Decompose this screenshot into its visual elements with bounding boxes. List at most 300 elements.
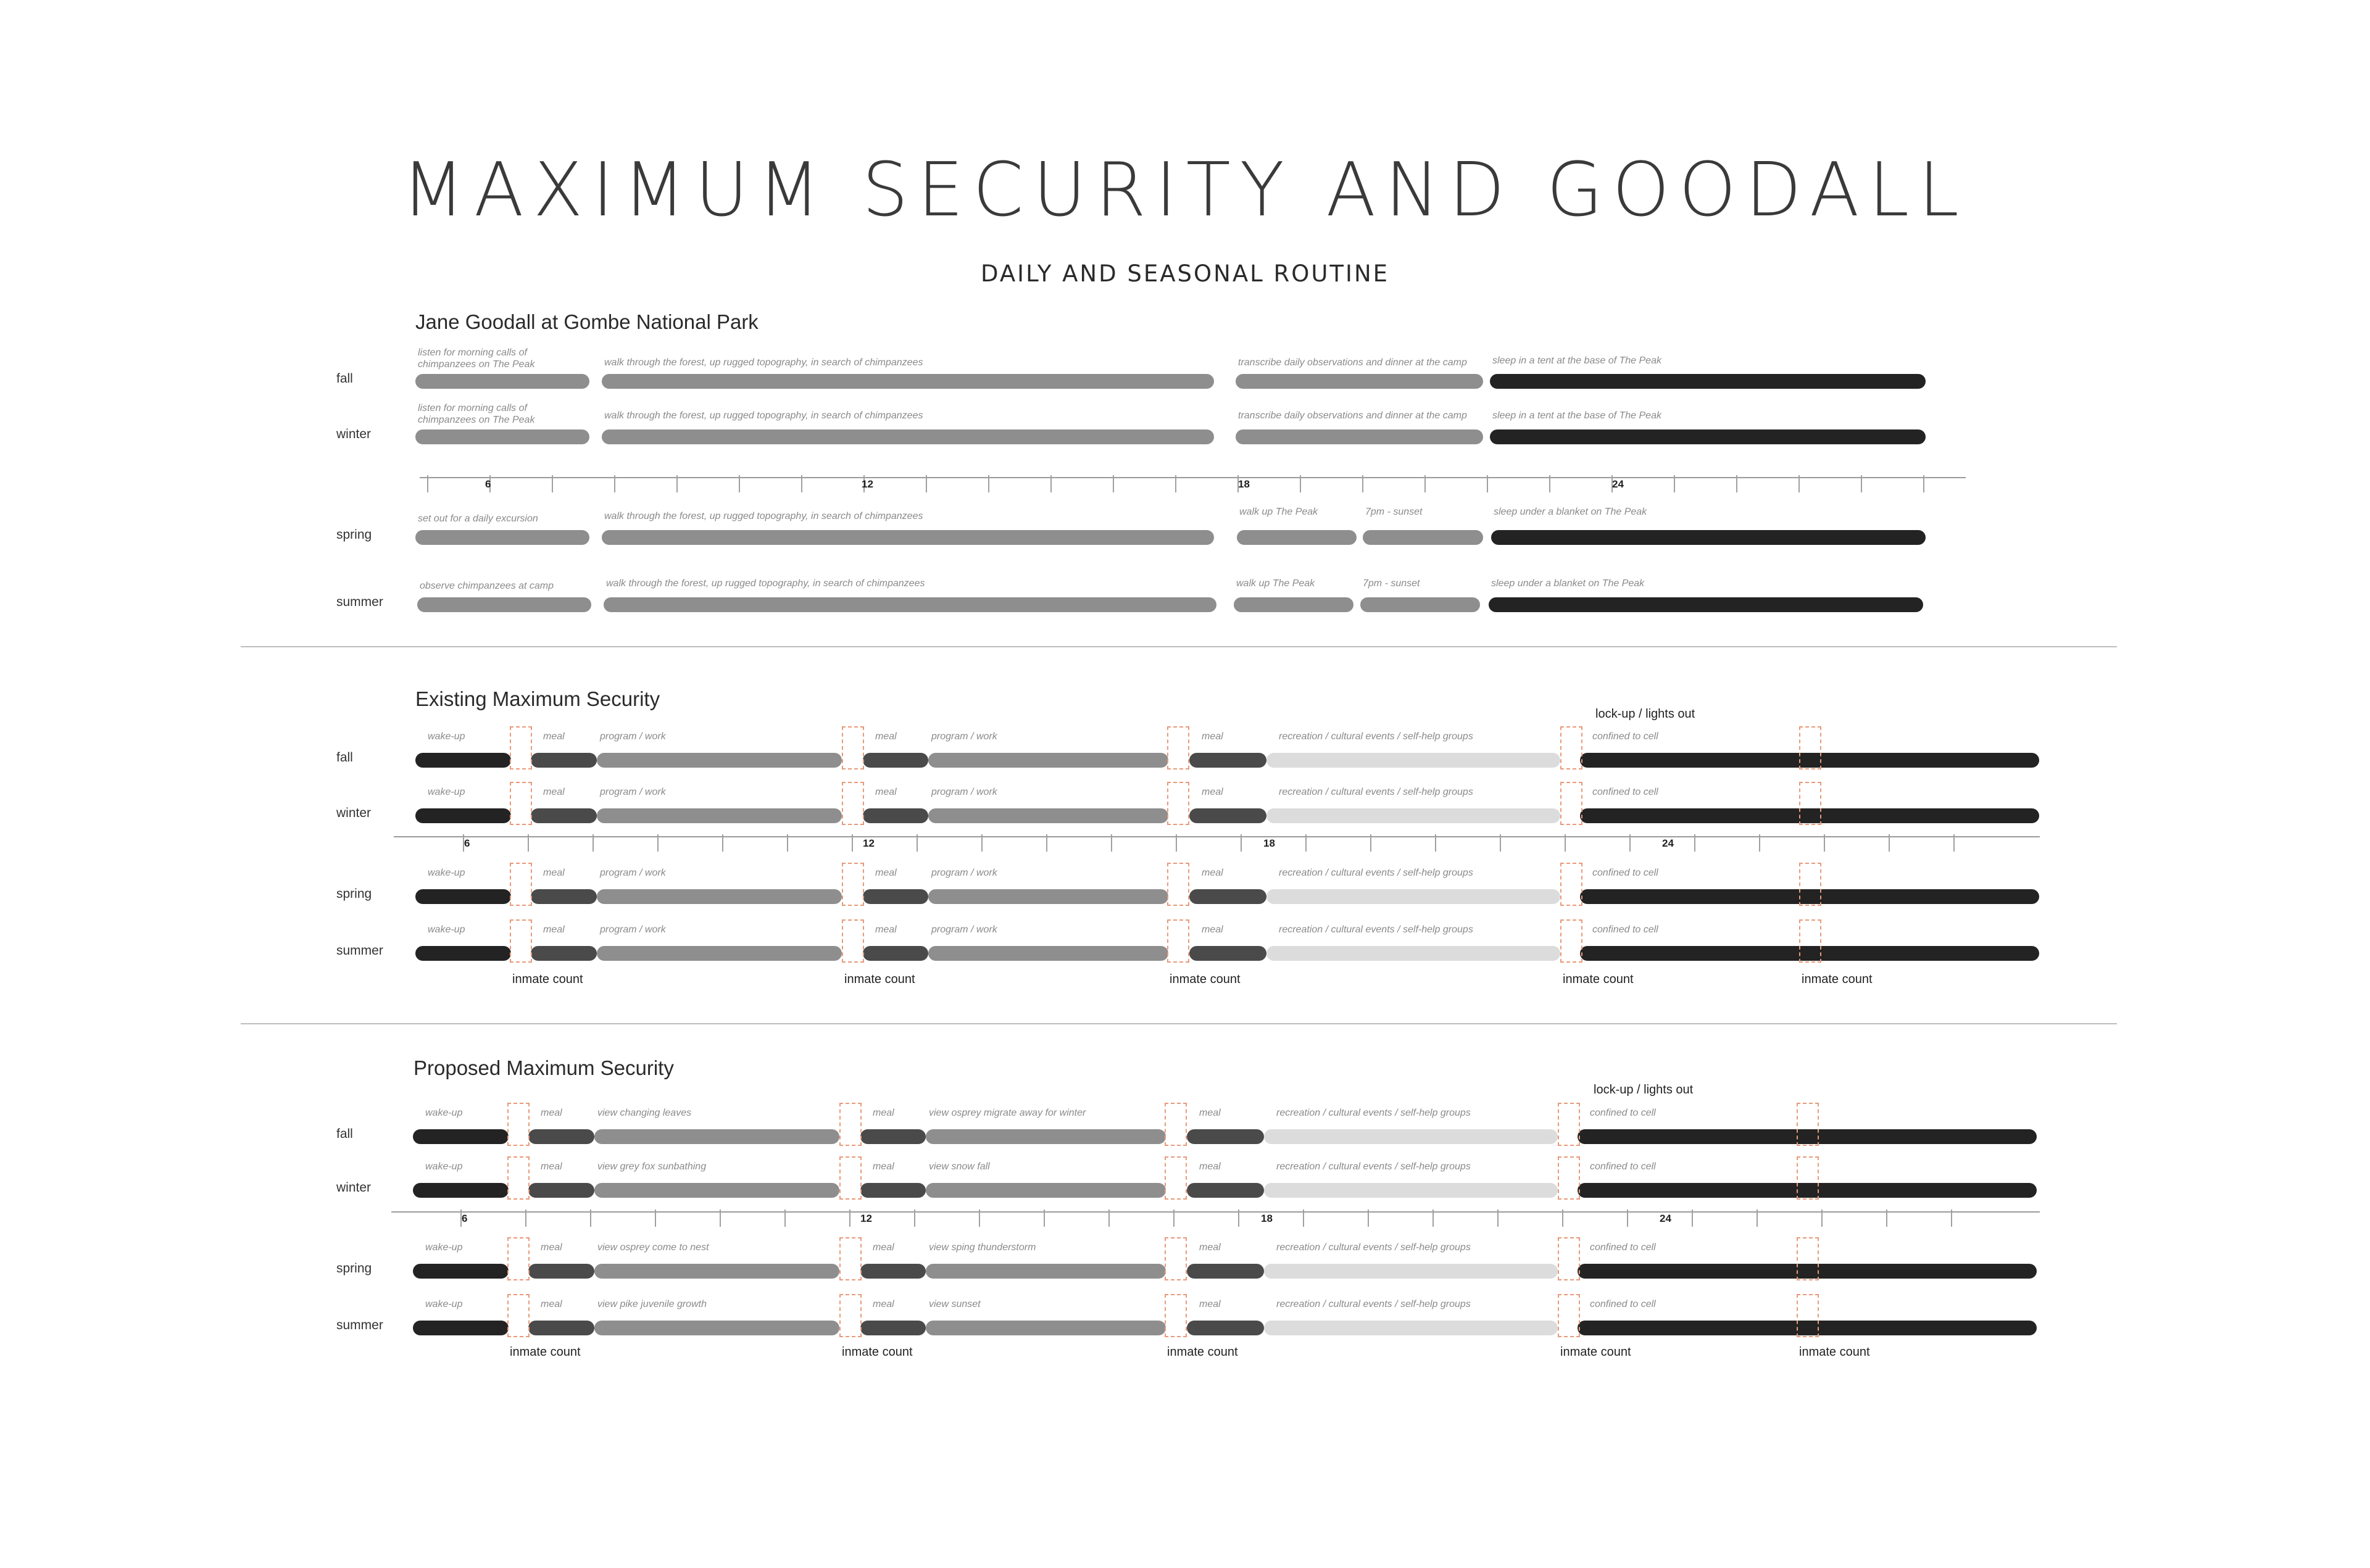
activity-label: 7pm - sunset [1363, 578, 1420, 589]
activity-label: recreation / cultural events / self-help groups [1276, 1161, 1471, 1172]
axis-tick-label: 24 [1662, 837, 1674, 849]
axis-tick [784, 1209, 786, 1227]
activity-bar [1363, 530, 1483, 545]
inmate-count-marker [1558, 1237, 1580, 1280]
activity-bar [415, 753, 511, 768]
axis-tick [528, 834, 529, 852]
axis-tick [739, 475, 740, 492]
axis-tick [657, 834, 659, 852]
activity-label: view grey fox sunbathing [597, 1161, 707, 1172]
activity-label: sleep under a blanket on The Peak [1491, 578, 1645, 589]
activity-bar [1189, 808, 1266, 823]
inmate-count-marker [1165, 1156, 1187, 1200]
activity-label: observe chimpanzees at camp [420, 581, 554, 591]
activity-label: view changing leaves [597, 1108, 692, 1118]
activity-bar [597, 946, 842, 961]
inmate-count-label: inmate count [1799, 1345, 1870, 1359]
inmate-count-marker [842, 782, 864, 825]
inmate-count-marker [839, 1237, 862, 1280]
activity-label: program / work [931, 787, 997, 797]
activity-label: view snow fall [929, 1161, 990, 1172]
activity-label: recreation / cultural events / self-help groups [1276, 1108, 1471, 1118]
activity-bar [531, 753, 597, 768]
activity-bar [1266, 946, 1560, 961]
activity-label: confined to cell [1592, 924, 1658, 935]
axis-tick [427, 475, 428, 492]
axis-tick [1370, 834, 1371, 852]
axis-tick [1300, 475, 1301, 492]
inmate-count-marker [1165, 1294, 1187, 1337]
inmate-count-label: inmate count [510, 1345, 581, 1359]
activity-label: view sping thunderstorm [929, 1242, 1036, 1253]
axis-tick [1050, 475, 1052, 492]
activity-label: program / work [600, 731, 666, 742]
inmate-count-marker [1799, 863, 1821, 906]
activity-label: set out for a daily excursion [418, 513, 538, 524]
activity-bar [528, 1264, 594, 1279]
activity-bar [1264, 1129, 1558, 1144]
activity-label: walk through the forest, up rugged topography, in search of chimpanzees [606, 578, 925, 589]
activity-label: program / work [600, 924, 666, 935]
activity-bar [602, 429, 1214, 444]
axis-tick [1238, 1209, 1239, 1227]
activity-bar [1189, 889, 1266, 904]
axis-tick [1108, 1209, 1110, 1227]
activity-bar [1236, 374, 1483, 389]
activity-label: recreation / cultural events / self-help groups [1276, 1299, 1471, 1309]
activity-bar [1360, 597, 1480, 612]
activity-label: wake-up [428, 868, 465, 878]
axis-tick [1175, 475, 1176, 492]
axis-tick [1173, 1209, 1175, 1227]
inmate-count-marker [510, 782, 532, 825]
inmate-count-marker [1167, 919, 1189, 963]
activity-label: recreation / cultural events / self-help groups [1279, 787, 1473, 797]
axis-tick [1435, 834, 1436, 852]
axis-tick [1694, 834, 1695, 852]
season-label: winter [336, 806, 372, 820]
inmate-count-marker [1560, 782, 1582, 825]
activity-label: meal [873, 1108, 894, 1118]
lockup-note: lock-up / lights out [1594, 1083, 1694, 1097]
axis-tick [1305, 834, 1307, 852]
axis-tick [1111, 834, 1112, 852]
time-axis [391, 1211, 2040, 1213]
activity-bar [1264, 1264, 1558, 1279]
activity-label: meal [541, 1161, 562, 1172]
activity-bar [928, 946, 1168, 961]
activity-label: transcribe daily observations and dinner at the camp [1238, 357, 1467, 368]
activity-label: view osprey come to nest [597, 1242, 709, 1253]
activity-bar [860, 1264, 926, 1279]
activity-bar [1187, 1264, 1264, 1279]
axis-tick [590, 1209, 591, 1227]
activity-bar [1189, 753, 1266, 768]
axis-tick [1303, 1209, 1304, 1227]
inmate-count-marker [1560, 726, 1582, 769]
activity-bar [863, 889, 928, 904]
axis-tick [787, 834, 788, 852]
activity-label: meal [875, 868, 897, 878]
inmate-count-label: inmate count [1167, 1345, 1238, 1359]
time-axis [420, 477, 1966, 478]
activity-bar [926, 1321, 1166, 1335]
activity-bar [1266, 753, 1560, 768]
season-label: winter [336, 427, 372, 441]
activity-label: listen for morning calls of [418, 347, 527, 358]
activity-label: meal [875, 731, 897, 742]
axis-tick [1923, 475, 1924, 492]
activity-bar [928, 753, 1168, 768]
activity-bar [926, 1264, 1166, 1279]
activity-bar [597, 889, 842, 904]
inmate-count-marker [1558, 1156, 1580, 1200]
activity-bar [863, 808, 928, 823]
inmate-count-marker [510, 726, 532, 769]
activity-bar [413, 1129, 509, 1144]
axis-tick-label: 18 [1238, 478, 1250, 490]
activity-label: meal [543, 868, 565, 878]
activity-label: meal [541, 1242, 562, 1253]
inmate-count-label: inmate count [844, 973, 915, 986]
inmate-count-label: inmate count [512, 973, 583, 986]
activity-label: walk through the forest, up rugged topography, in search of chimpanzees [604, 357, 923, 368]
inmate-count-marker [510, 919, 532, 963]
season-label: fall [336, 750, 353, 765]
activity-bar [415, 374, 589, 389]
inmate-count-marker [1558, 1103, 1580, 1146]
activity-label: wake-up [428, 787, 465, 797]
axis-tick [926, 475, 927, 492]
axis-tick [1497, 1209, 1499, 1227]
activity-bar [415, 530, 589, 545]
axis-tick [917, 834, 918, 852]
activity-bar [926, 1129, 1166, 1144]
inmate-count-label: inmate count [842, 1345, 913, 1359]
activity-label: recreation / cultural events / self-help groups [1276, 1242, 1471, 1253]
axis-tick-label: 24 [1660, 1213, 1671, 1224]
activity-label: view sunset [929, 1299, 981, 1309]
activity-label: program / work [931, 868, 997, 878]
inmate-count-marker [507, 1237, 530, 1280]
axis-tick [720, 1209, 721, 1227]
inmate-count-marker [1799, 782, 1821, 825]
axis-tick [1432, 1209, 1434, 1227]
axis-tick [525, 1209, 526, 1227]
activity-bar [413, 1183, 509, 1198]
axis-tick [1889, 834, 1890, 852]
axis-tick [981, 834, 983, 852]
axis-tick [1046, 834, 1047, 852]
axis-tick [1629, 834, 1631, 852]
axis-tick [722, 834, 723, 852]
axis-tick [852, 834, 853, 852]
season-label: summer [336, 1318, 383, 1332]
inmate-count-marker [507, 1294, 530, 1337]
inmate-count-marker [510, 863, 532, 906]
season-label: fall [336, 371, 353, 386]
activity-bar [863, 753, 928, 768]
axis-tick [1824, 834, 1825, 852]
activity-label: chimpanzees on The Peak [418, 415, 535, 425]
activity-label: confined to cell [1590, 1242, 1656, 1253]
axis-tick-label: 6 [485, 478, 491, 490]
activity-bar [1187, 1321, 1264, 1335]
activity-label: listen for morning calls of [418, 403, 527, 413]
activity-bar [1189, 946, 1266, 961]
axis-tick [1798, 475, 1800, 492]
season-label: winter [336, 1180, 372, 1195]
season-label: spring [336, 887, 372, 901]
activity-label: 7pm - sunset [1365, 507, 1423, 517]
axis-tick-label: 12 [862, 478, 873, 490]
axis-tick [1176, 834, 1177, 852]
activity-bar [594, 1129, 839, 1144]
activity-bar [594, 1264, 839, 1279]
inmate-count-label: inmate count [1563, 973, 1634, 986]
axis-tick [1362, 475, 1363, 492]
activity-label: walk up The Peak [1236, 578, 1315, 589]
activity-bar [928, 889, 1168, 904]
activity-bar [926, 1183, 1166, 1198]
axis-tick [676, 475, 678, 492]
activity-label: walk through the forest, up rugged topography, in search of chimpanzees [604, 410, 923, 421]
season-label: spring [336, 528, 372, 542]
axis-tick [914, 1209, 915, 1227]
activity-label: program / work [600, 868, 666, 878]
activity-bar [1491, 530, 1926, 545]
activity-label: confined to cell [1590, 1299, 1656, 1309]
inmate-count-marker [1165, 1237, 1187, 1280]
activity-label: meal [1199, 1161, 1221, 1172]
inmate-count-marker [1797, 1103, 1819, 1146]
inmate-count-marker [1799, 919, 1821, 963]
activity-label: confined to cell [1590, 1161, 1656, 1172]
activity-label: transcribe daily observations and dinner at the camp [1238, 410, 1467, 421]
activity-bar [597, 753, 842, 768]
activity-label: meal [1202, 731, 1223, 742]
page-title: MAXIMUM SECURITY AND GOODALL [402, 146, 1968, 233]
season-label: summer [336, 944, 383, 958]
activity-bar [1237, 530, 1357, 545]
activity-label: chimpanzees on The Peak [418, 359, 535, 370]
inmate-count-marker [842, 919, 864, 963]
axis-tick [1368, 1209, 1369, 1227]
axis-tick-label: 6 [464, 837, 470, 849]
inmate-count-marker [1165, 1103, 1187, 1146]
activity-label: meal [875, 924, 897, 935]
activity-label: meal [873, 1299, 894, 1309]
activity-bar [597, 808, 842, 823]
inmate-count-marker [839, 1103, 862, 1146]
activity-bar [594, 1183, 839, 1198]
activity-label: meal [873, 1161, 894, 1172]
activity-bar [413, 1264, 509, 1279]
activity-label: confined to cell [1592, 868, 1658, 878]
inmate-count-marker [507, 1103, 530, 1146]
activity-label: view osprey migrate away for winter [929, 1108, 1086, 1118]
axis-tick-label: 12 [863, 837, 875, 849]
inmate-count-marker [1560, 919, 1582, 963]
inmate-count-label: inmate count [1170, 973, 1241, 986]
activity-label: program / work [931, 731, 997, 742]
activity-bar [863, 946, 928, 961]
section-title-proposed: Proposed Maximum Security [414, 1056, 674, 1079]
activity-label: program / work [931, 924, 997, 935]
activity-bar [531, 889, 597, 904]
axis-tick-label: 18 [1263, 837, 1275, 849]
axis-tick [614, 475, 615, 492]
axis-tick [849, 1209, 850, 1227]
activity-bar [928, 808, 1168, 823]
activity-label: sleep under a blanket on The Peak [1494, 507, 1647, 517]
season-label: fall [336, 1127, 353, 1141]
activity-bar [415, 429, 589, 444]
axis-tick [1953, 834, 1955, 852]
inmate-count-marker [842, 726, 864, 769]
activity-bar [602, 530, 1214, 545]
activity-label: wake-up [425, 1161, 463, 1172]
activity-bar [1187, 1183, 1264, 1198]
activity-label: confined to cell [1590, 1108, 1656, 1118]
axis-tick [1241, 834, 1242, 852]
inmate-count-marker [1167, 782, 1189, 825]
axis-tick-label: 12 [860, 1213, 872, 1224]
inmate-count-label: inmate count [1802, 973, 1873, 986]
activity-label: meal [541, 1108, 562, 1118]
activity-label: walk up The Peak [1239, 507, 1318, 517]
inmate-count-marker [1797, 1156, 1819, 1200]
axis-tick [655, 1209, 656, 1227]
axis-tick [1044, 1209, 1045, 1227]
axis-tick [1500, 834, 1501, 852]
axis-tick [552, 475, 553, 492]
activity-label: meal [1202, 924, 1223, 935]
inmate-count-marker [1797, 1237, 1819, 1280]
axis-tick [1861, 475, 1862, 492]
activity-bar [528, 1129, 594, 1144]
activity-bar [594, 1321, 839, 1335]
time-axis [394, 836, 2040, 837]
axis-tick [979, 1209, 980, 1227]
inmate-count-marker [1799, 726, 1821, 769]
activity-label: recreation / cultural events / self-help groups [1279, 924, 1473, 935]
activity-label: wake-up [425, 1242, 463, 1253]
activity-bar [860, 1183, 926, 1198]
activity-label: confined to cell [1592, 731, 1658, 742]
activity-bar [415, 946, 511, 961]
activity-label: wake-up [428, 924, 465, 935]
axis-tick [1886, 1209, 1887, 1227]
activity-label: recreation / cultural events / self-help groups [1279, 868, 1473, 878]
inmate-count-marker [1167, 726, 1189, 769]
inmate-count-marker [1560, 863, 1582, 906]
activity-label: meal [541, 1299, 562, 1309]
activity-bar [860, 1321, 926, 1335]
activity-bar [860, 1129, 926, 1144]
lockup-note: lock-up / lights out [1595, 707, 1695, 721]
season-label: spring [336, 1261, 372, 1276]
activity-label: meal [1202, 868, 1223, 878]
section-divider [241, 646, 2117, 647]
axis-tick [1757, 1209, 1758, 1227]
activity-bar [528, 1183, 594, 1198]
activity-bar [531, 946, 597, 961]
axis-tick [1821, 1209, 1823, 1227]
axis-tick [801, 475, 802, 492]
axis-tick [1736, 475, 1737, 492]
activity-bar [602, 374, 1214, 389]
inmate-count-marker [1558, 1294, 1580, 1337]
activity-label: wake-up [425, 1108, 463, 1118]
inmate-count-label: inmate count [1560, 1345, 1631, 1359]
axis-tick [592, 834, 594, 852]
inmate-count-marker [842, 863, 864, 906]
axis-tick [1549, 475, 1550, 492]
activity-label: sleep in a tent at the base of The Peak [1492, 410, 1661, 421]
activity-bar [413, 1321, 509, 1335]
activity-label: recreation / cultural events / self-help groups [1279, 731, 1473, 742]
activity-bar [1266, 889, 1560, 904]
page-subtitle: DAILY AND SEASONAL ROUTINE [981, 260, 1389, 287]
activity-label: wake-up [425, 1299, 463, 1309]
inmate-count-marker [1797, 1294, 1819, 1337]
season-label: summer [336, 595, 383, 609]
activity-bar [1187, 1129, 1264, 1144]
activity-label: meal [543, 787, 565, 797]
axis-tick [1487, 475, 1488, 492]
axis-tick [988, 475, 989, 492]
activity-bar [1264, 1321, 1558, 1335]
section-title-existing: Existing Maximum Security [415, 687, 660, 710]
axis-tick [1627, 1209, 1628, 1227]
activity-bar [1236, 429, 1483, 444]
activity-bar [531, 808, 597, 823]
axis-tick [1951, 1209, 1952, 1227]
axis-tick [1565, 834, 1566, 852]
inmate-count-marker [1167, 863, 1189, 906]
activity-bar [1266, 808, 1560, 823]
axis-tick [1113, 475, 1114, 492]
section-divider [241, 1023, 2117, 1024]
activity-label: sleep in a tent at the base of The Peak [1492, 355, 1661, 366]
axis-tick-label: 6 [462, 1213, 468, 1224]
activity-label: meal [1202, 787, 1223, 797]
activity-label: meal [543, 731, 565, 742]
activity-label: meal [543, 924, 565, 935]
activity-label: meal [1199, 1108, 1221, 1118]
activity-bar [1234, 597, 1353, 612]
activity-bar [415, 889, 511, 904]
inmate-count-marker [839, 1294, 862, 1337]
activity-label: meal [1199, 1242, 1221, 1253]
axis-tick [1424, 475, 1426, 492]
axis-tick [1562, 1209, 1563, 1227]
activity-bar [415, 808, 511, 823]
inmate-count-marker [839, 1156, 862, 1200]
inmate-count-marker [507, 1156, 530, 1200]
activity-bar [1489, 597, 1923, 612]
axis-tick-label: 18 [1261, 1213, 1273, 1224]
activity-label: meal [1199, 1299, 1221, 1309]
axis-tick [1759, 834, 1760, 852]
activity-bar [1490, 429, 1926, 444]
axis-tick-label: 24 [1612, 478, 1624, 490]
activity-bar [1264, 1183, 1558, 1198]
activity-label: meal [873, 1242, 894, 1253]
activity-label: wake-up [428, 731, 465, 742]
activity-bar [1490, 374, 1926, 389]
